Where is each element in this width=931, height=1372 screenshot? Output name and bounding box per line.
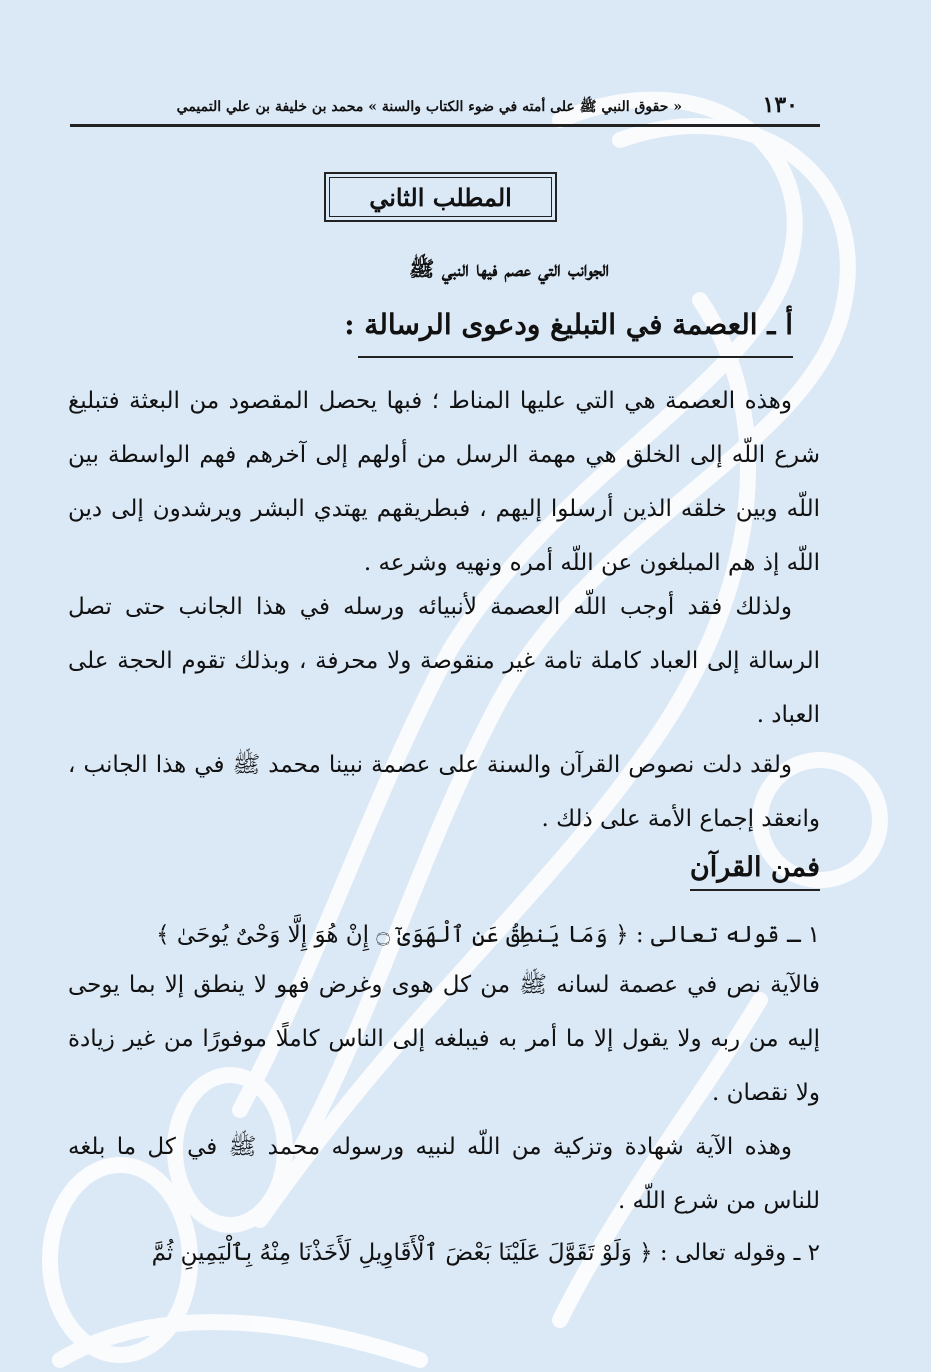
verse-2: ٢ ـ وقوله تعالى : ﴿ وَلَوْ تَقَوَّلَ عَلَيْنَا بَعْضَ ٱلْأَقَاوِيلِ لَأَخَذْنَا مِنْهُ بِٱلْيَمِينِ ثُمَّ bbox=[151, 1240, 820, 1266]
from-quran-heading: فمن القرآن bbox=[690, 852, 820, 891]
subheading-a: أ ـ العصمة في التبليغ ودعوى الرسالة : bbox=[358, 308, 793, 358]
topic-heading: الجوانب التي عصم فيها النبي ﷺ bbox=[409, 256, 609, 281]
paragraph-2: ولذلك فقد أوجب اللّه العصمة لأنبيائه ورسله في هذا الجانب حتى تصل الرسالة إلى العباد كاملة تامة غير منقوصة ولا محرفة ، وبذلك تقوم الحجة على العباد . bbox=[68, 594, 820, 728]
paragraph-5: وهذه الآية شهادة وتزكية من اللّه لنبيه ورسوله محمد ﷺ في كل ما بلغه للناس من شرع اللّه . bbox=[68, 1134, 820, 1214]
paragraph-3: ولقد دلت نصوص القرآن والسنة على عصمة نبينا محمد ﷺ في هذا الجانب ، وانعقد إجماع الأمة على ذلك . bbox=[68, 752, 820, 832]
page-number: ١٣٠ bbox=[762, 92, 798, 118]
running-title: « حقوق النبي ﷺ على أمته في ضوء الكتاب والسنة » محمد بن خليفة بن علي التميمي bbox=[176, 99, 682, 115]
paragraph-1: وهذه العصمة هي التي عليها المناط ؛ فبها يحصل المقصود من البعثة فتبليغ شرع اللّه إلى الخلق هي مهمة الرسل من أولهم إلى آخرهم فهم الواسطة بين اللّه وبين خلقه الذين أرسلوا إليهم ، فبطريقهم يهتدي البشر ويرشدون إلى دين اللّه إذ هم المبلغون عن اللّه أمره ونهيه وشرعه . bbox=[68, 388, 820, 576]
verse-1: ١ ـ قوله تعالى : ﴿ وَمَا يَنطِقُ عَنِ ٱلْهَوَىٰٓ ۝ إِنْ هُوَ إِلَّا وَحْىٌ يُوحَىٰ ﴾ bbox=[156, 922, 820, 948]
section-title-box bbox=[324, 172, 557, 222]
section-title: المطلب الثاني bbox=[369, 182, 512, 212]
paragraph-4: فالآية نص في عصمة لسانه ﷺ من كل هوى وغرض فهو لا ينطق إلا بما يوحى إليه من ربه ولا يقول إلا ما أمر به فيبلغه إلى الناس كاملًا موفورًا من غير زيادة ولا نقصان . bbox=[68, 972, 820, 1106]
running-header bbox=[70, 88, 820, 127]
